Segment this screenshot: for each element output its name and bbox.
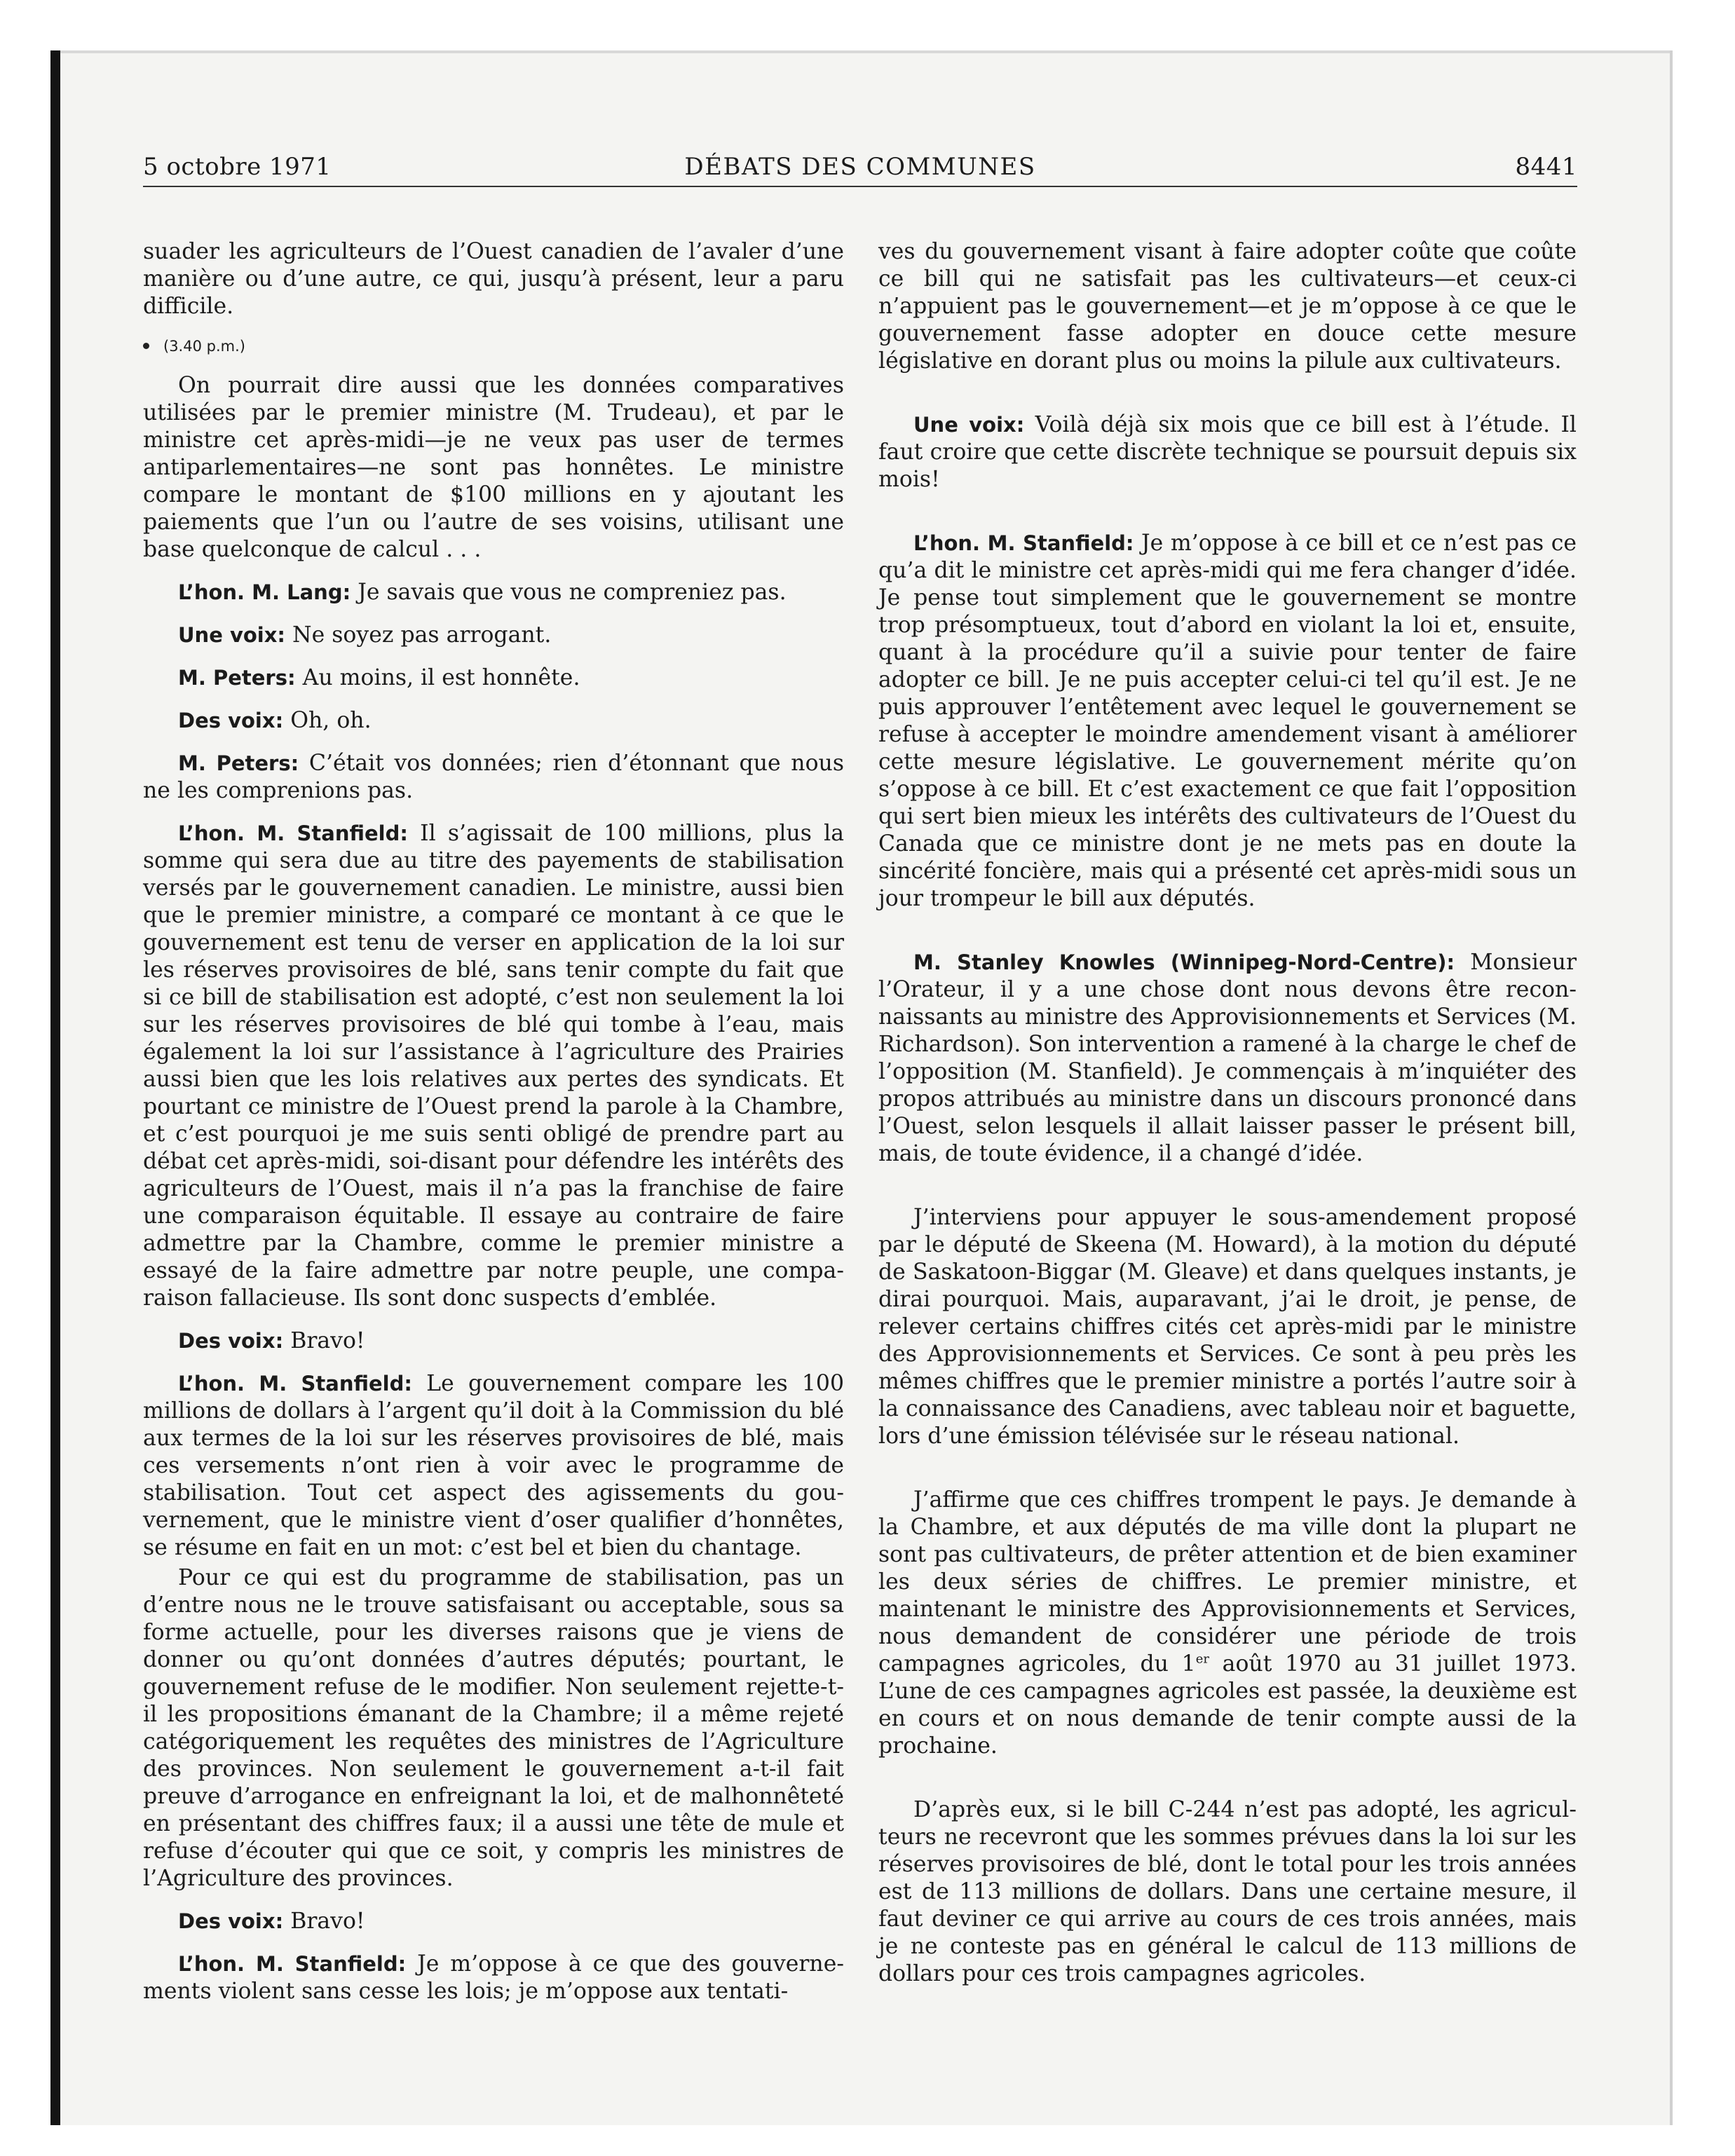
speech-text: Oh, oh. (290, 708, 372, 733)
speaker-name: Une voix: (913, 413, 1025, 437)
speaker-name: M. Stanley Knowles (Winnipeg-Nord-Centre): (913, 950, 1455, 974)
paragraph-text: J’affirme que ces chiffres trompent le pays. Je demande à la Chambre, et aux députés de ma ville dont la plupart ne sont pas cultivateurs, de prêter attention et de bien examiner les deux séries de chiffres. Le premier ministre, et maintenant le ministre des Approvisionnements et Services, nous demandent de considérer une période de trois campagnes agricoles, du 1 (878, 1487, 1577, 1677)
header-title: DÉBATS DES COMMUNES (684, 153, 1036, 181)
speech (143, 1370, 844, 1562)
speaker-name: Des voix: (178, 709, 284, 732)
speech-text: Le gouvernement compare les 100 millions de dollars à l’argent qu’il doit à la Commission du blé aux termes de la loi sur les réserves provisoires de blé, mais ces versements n’ont rien à voir avec le programme de stabilisation. Tout cet aspect des agissements du gouvernement, que le ministre vient d’oser qualifier d’honnêtes, se résume en fait en un mot: c’est bel et bien du chantage. (143, 1371, 844, 1560)
left-column (143, 238, 844, 2021)
speaker-name: L’hon. M. Stanfield: (178, 1372, 412, 1396)
speaker-name: L’hon. M. Lang: (178, 580, 351, 604)
speech (143, 1951, 844, 2005)
speech-text: Monsieur l’Orateur, il y a une chose dont nous devons être reconnaissants au ministre des Approvisionnements et Services (M. Richardson). Son intervention a ramené à la charge le chef de l’opposition (M. Stanfield). Je commençais à m’inquiéter des propos attribués au ministre dans un discours prononcé dans l’Ouest, selon lesquels il allait laisser passer le présent bill, mais, de toute évidence, il a changé d’idée. (878, 950, 1577, 1166)
speech (878, 411, 1577, 493)
speaker-name: M. Peters: (178, 666, 296, 690)
header-page-number: 8441 (1515, 153, 1577, 181)
speech (143, 579, 844, 606)
speaker-name: L’hon. M. Stanfield: (178, 821, 408, 845)
bullet-icon (143, 343, 149, 349)
header-rule (143, 186, 1577, 187)
paragraph: J’interviens pour appuyer le sous-amendement proposé par le député de Skeena (M. Howard), à la motion du député de Saskatoon-Biggar (M. Gleave) et dans quelques instants, je dirai pourquoi. Mais, auparavant, j’ai le droit, je pense, de relever certains chiffres cités cet après-midi par le ministre des Approvisionnements et Services. Ce sont à peu près les mêmes chiffres que le premier ministre a portés l’autre soir à la connaissance des Canadiens, avec tableau noir et baguette, lors d’une émission télévisée sur le réseau national. (878, 1205, 1577, 1449)
speech (143, 820, 844, 1312)
speaker-name: Une voix: (178, 623, 286, 647)
paragraph: On pourrait dire aussi que les données comparatives utilisées par le premier ministre (M. Trudeau), et par le ministre cet après-midi—je ne veux pas user de termes antiparlementaires—ne sont pas honnêtes. Le ministre compare le montant de $100 millions en y ajoutant les paiements que l’un ou l’autre de ses voisins, utilisant une base quelconque de calcul . . . (143, 373, 844, 562)
timestamp (143, 336, 844, 357)
speech (878, 530, 1577, 913)
timestamp-text: (3.40 p.m.) (163, 338, 245, 355)
paragraph: D’après eux, si le bill C-244 n’est pas adopté, les agriculteurs ne recevront que les sommes prévues dans la loi sur les réserves provisoires de blé, dont le total pour les trois années est de 113 millions de dollars. Dans une certaine mesure, il faut deviner ce qui arrive au cours de ces trois années, mais je ne conteste pas en général le calcul de 113 millions de dollars pour ces trois campagnes agricoles. (878, 1797, 1577, 1986)
speaker-name: L’hon. M. Stanfield: (913, 531, 1134, 555)
paragraph: suader les agriculteurs de l’Ouest canadien de l’avaler d’une manière ou d’une autre, ce qui, jusqu’à présent, leur a paru difficile. (143, 239, 844, 319)
speech (143, 622, 844, 649)
speech-text: Je savais que vous ne compreniez pas. (358, 580, 787, 605)
speech-text: Je m’oppose à ce que des gouvernements violent sans cesse les lois; je m’oppose aux tentati- (143, 1951, 844, 2004)
paragraph: Pour ce qui est du programme de stabilisation, pas un d’entre nous ne le trouve satisfaisant ou acceptable, sous sa forme actuelle, pour les diverses raisons que je viens de donner ou qu’ont données d’autres députés; pourtant, le gouvernement refuse de le modifier. Non seulement rejette-t-il les propositions émanant de la Chambre; il a même rejeté catégoriquement les requêtes des ministres de l’Agriculture des provinces. Non seulement le gouvernement a-t-il fait preuve d’arrogance en enfreignant la loi, et de malhonnêteté en présentant des chiffres faux; il a aussi une tête de mule et refuse d’écouter qui que ce soit, y compris les ministres de l’Agriculture des provinces. (143, 1565, 844, 1891)
speech-text: Au moins, il est honnête. (302, 665, 580, 690)
speaker-name: Des voix: (178, 1909, 284, 1933)
speech (143, 1908, 844, 1935)
speech-text: Voilà déjà six mois que ce bill est à l’étude. Il faut croire que cette discrète technique se poursuit depuis six mois! (878, 412, 1577, 492)
speech-text: Il s’agissait de 100 millions, plus la somme qui sera due au titre des payements de stabilisation versés par le gouvernement canadien. Le ministre, aussi bien que le premier ministre, a comparé ce montant à ce que le gouvernement est tenu de verser en application de la loi sur les réserves provisoires de blé, sans tenir compte du fait que si ce bill de stabilisation est adopté, c’est non seulement la loi sur les réserves provisoires de blé qui tombe à l’eau, mais également la loi sur l’assistance à l’agriculture des Prairies aussi bien que les lois relatives aux pertes des syndicats. Et pourtant ce ministre de l’Ouest prend la parole à la Chambre, et c’est pourquoi je me suis senti obligé de prendre part au débat cet après-midi, soi-disant pour défendre les intérêts des agriculteurs de l’Ouest, mais il n’a pas la franchise de faire une comparaison équitable. Il essaye au contraire de faire admettre par la Chambre, comme le premier ministre a essayé de la faire admettre par notre peuple, une comparaison fallacieuse. Ils sont donc suspects d’emblée. (143, 821, 844, 1311)
speech-text: C’était vos données; rien d’étonnant que nous ne les comprenions pas. (143, 751, 844, 803)
speech-text: Je m’oppose à ce bill et ce n’est pas ce qu’a dit le ministre cet après-midi qui me fera changer d’idée. Je pense tout simplement que le gouvernement se montre trop présomptueux, tout d’abord en violant la loi et, ensuite, quant à la procédure qu’il a suivie pour tenter de faire adopter ce bill. Je ne puis accepter celui-ci tel qu’il est. Je ne puis approuver l’entêtement avec lequel le gouvernement se refuse à accepter le moindre amendement visant à améliorer cette mesure législative. Le gouvernement mérite qu’on s’oppose à ce bill. Et c’est exactement ce que fait l’opposition qui sert bien mieux les intérêts des cultivateurs de l’Ouest du Canada que ce ministre dont je ne mets pas en doute la sincérité foncière, mais qui a présenté cet après-midi sous un jour trompeur le bill aux députés. (878, 531, 1577, 911)
page-header (143, 153, 1577, 189)
speech (143, 750, 844, 805)
speech (143, 664, 844, 692)
speech (143, 707, 844, 735)
speech-text: Ne soyez pas arrogant. (292, 622, 552, 648)
speech-text: Bravo! (290, 1909, 365, 1934)
paragraph-text: août 1970 au 31 juillet 1973. L’une de ces campagnes agricoles est passée, la deuxième est en cours et on nous demande de tenir compte aussi de la prochaine. (878, 1651, 1577, 1759)
speech-text: Bravo! (290, 1328, 365, 1353)
paragraph (878, 1487, 1577, 1760)
scan-right-border (1670, 50, 1673, 2125)
right-column (878, 238, 1577, 2003)
scan-left-border (50, 50, 60, 2125)
speaker-name: M. Peters: (178, 751, 299, 775)
paragraph: ves du gouvernement visant à faire adopter coûte que coûte ce bill qui ne satisfait pas les cultivateurs—et ceux-ci n’appuient pas le gouvernement—et je m’oppose à ce que le gouvernement fasse adopter en douce cette mesure législative en dorant plus ou moins la pilule aux cultivateurs. (878, 239, 1577, 374)
header-date: 5 octobre 1971 (143, 153, 332, 181)
speech (878, 949, 1577, 1168)
ordinal-suffix: er (1195, 1651, 1209, 1667)
speaker-name: Des voix: (178, 1329, 284, 1353)
speech (143, 1328, 844, 1355)
speaker-name: L’hon. M. Stanfield: (178, 1952, 407, 1976)
